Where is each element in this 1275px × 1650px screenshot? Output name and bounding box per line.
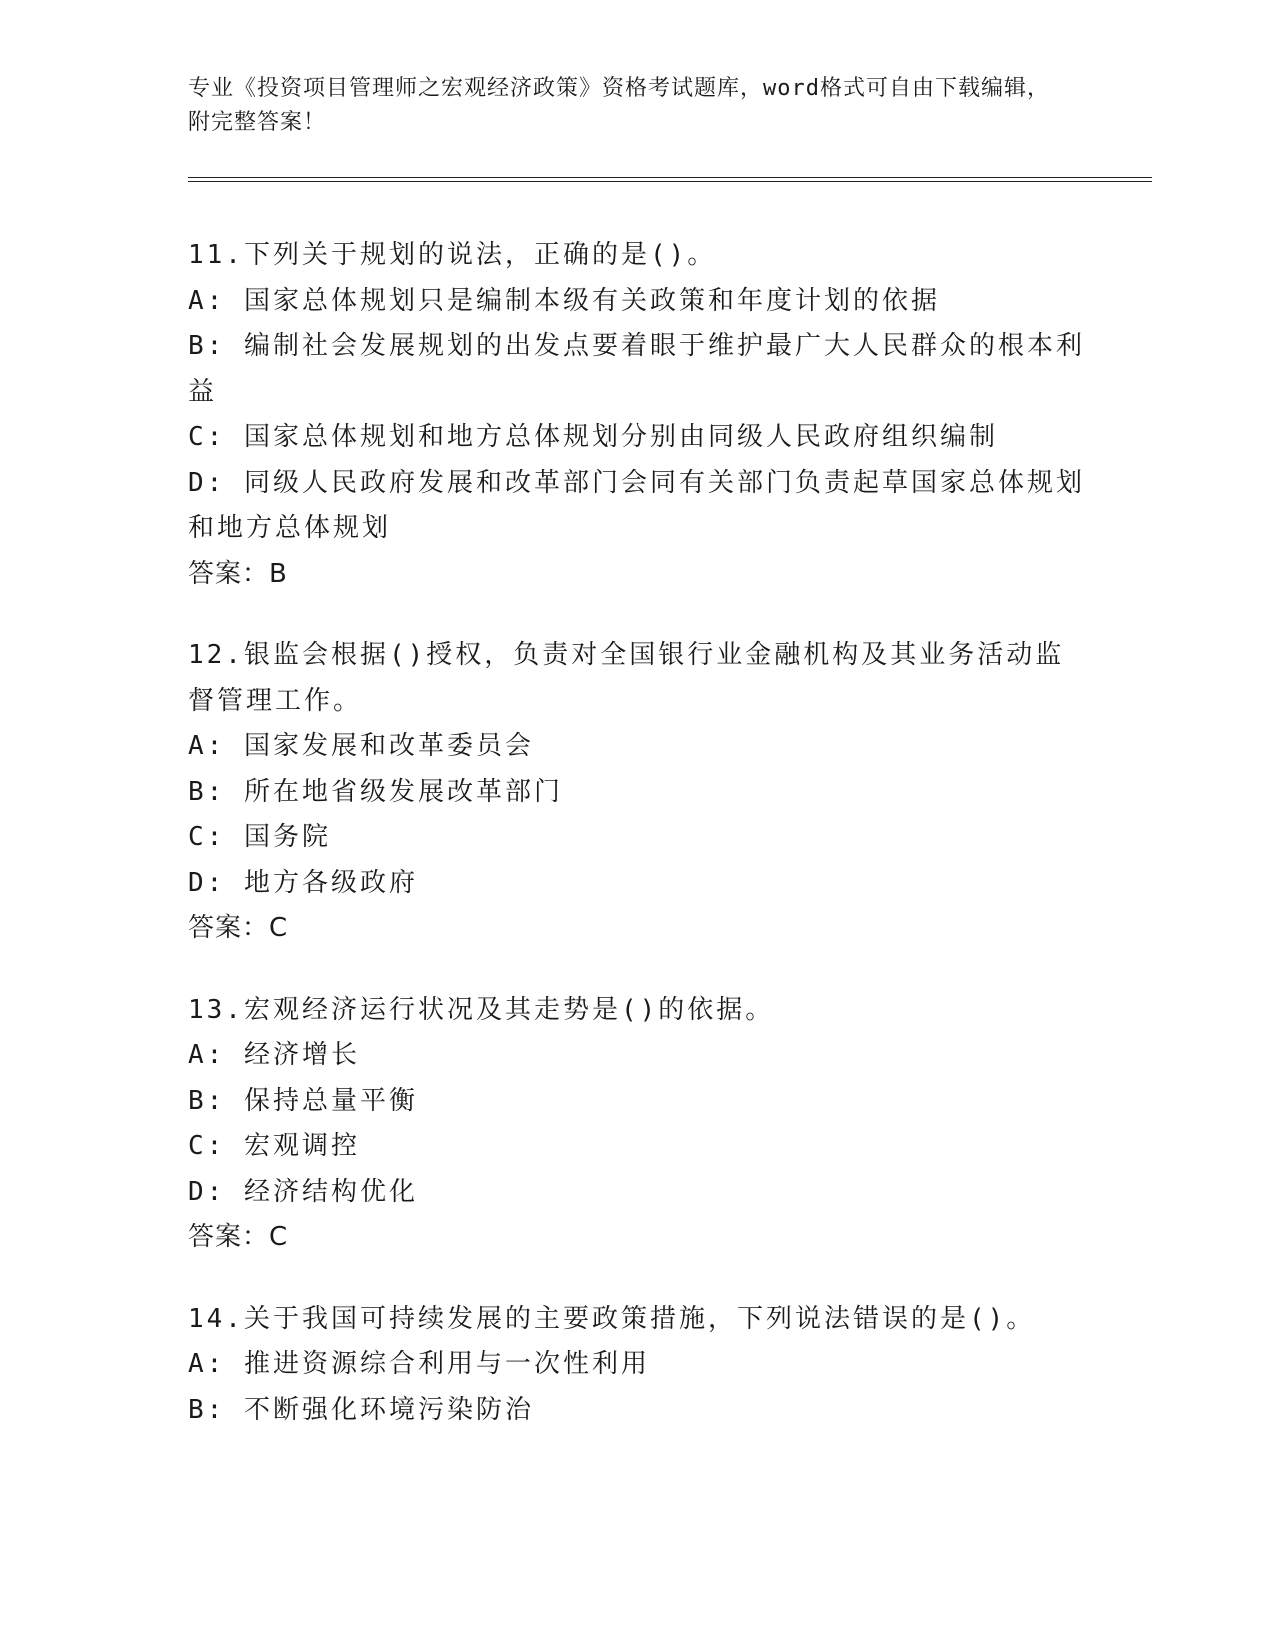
option-d: D: 地方各级政府 xyxy=(188,867,418,898)
option-c: C: 国务院 xyxy=(188,822,331,852)
answer-line: 答案：C xyxy=(188,913,289,943)
option-d: D: 同级人民政府发展和改革部门会同有关部门负责起草国家总体规划和地方总体规划 xyxy=(188,467,1085,543)
option-b: B: 编制社会发展规划的出发点要着眼于维护最广大人民群众的根本利益 xyxy=(188,331,1085,407)
option-b: B: 不断强化环境污染防治 xyxy=(188,1394,534,1425)
question-11 xyxy=(188,233,1088,597)
question-stem: 13.宏观经济运行状况及其走势是()的依据。 xyxy=(188,994,775,1025)
question-stem: 12.银监会根据()授权，负责对全国银行业金融机构及其业务活动监督管理工作。 xyxy=(188,640,1065,716)
answer-line: 答案：C xyxy=(188,1222,289,1252)
question-14 xyxy=(188,1297,1088,1434)
question-stem: 11.下列关于规划的说法，正确的是()。 xyxy=(188,240,717,270)
option-a: A: 推进资源综合利用与一次性利用 xyxy=(188,1349,650,1379)
option-a: A: 国家发展和改革委员会 xyxy=(188,731,534,761)
question-12 xyxy=(188,633,1088,952)
answer-line: 答案：B xyxy=(188,558,288,589)
option-b: B: 所在地省级发展改革部门 xyxy=(188,776,563,807)
option-a: A: 经济增长 xyxy=(188,1040,360,1070)
option-c: C: 国家总体规划和地方总体规划分别由同级人民政府组织编制 xyxy=(188,422,998,452)
option-a: A: 国家总体规划只是编制本级有关政策和年度计划的依据 xyxy=(188,285,940,316)
option-c: C: 宏观调控 xyxy=(188,1131,360,1161)
question-list xyxy=(188,233,1088,1469)
question-stem: 14.关于我国可持续发展的主要政策措施，下列说法错误的是()。 xyxy=(188,1303,1036,1334)
header-double-rule xyxy=(188,177,1152,182)
document-header: 专业《投资项目管理师之宏观经济政策》资格考试题库，word格式可自由下载编辑，附完整答案！ xyxy=(188,76,1050,135)
option-d: D: 经济结构优化 xyxy=(188,1176,418,1207)
option-b: B: 保持总量平衡 xyxy=(188,1085,418,1116)
question-13 xyxy=(188,988,1088,1261)
